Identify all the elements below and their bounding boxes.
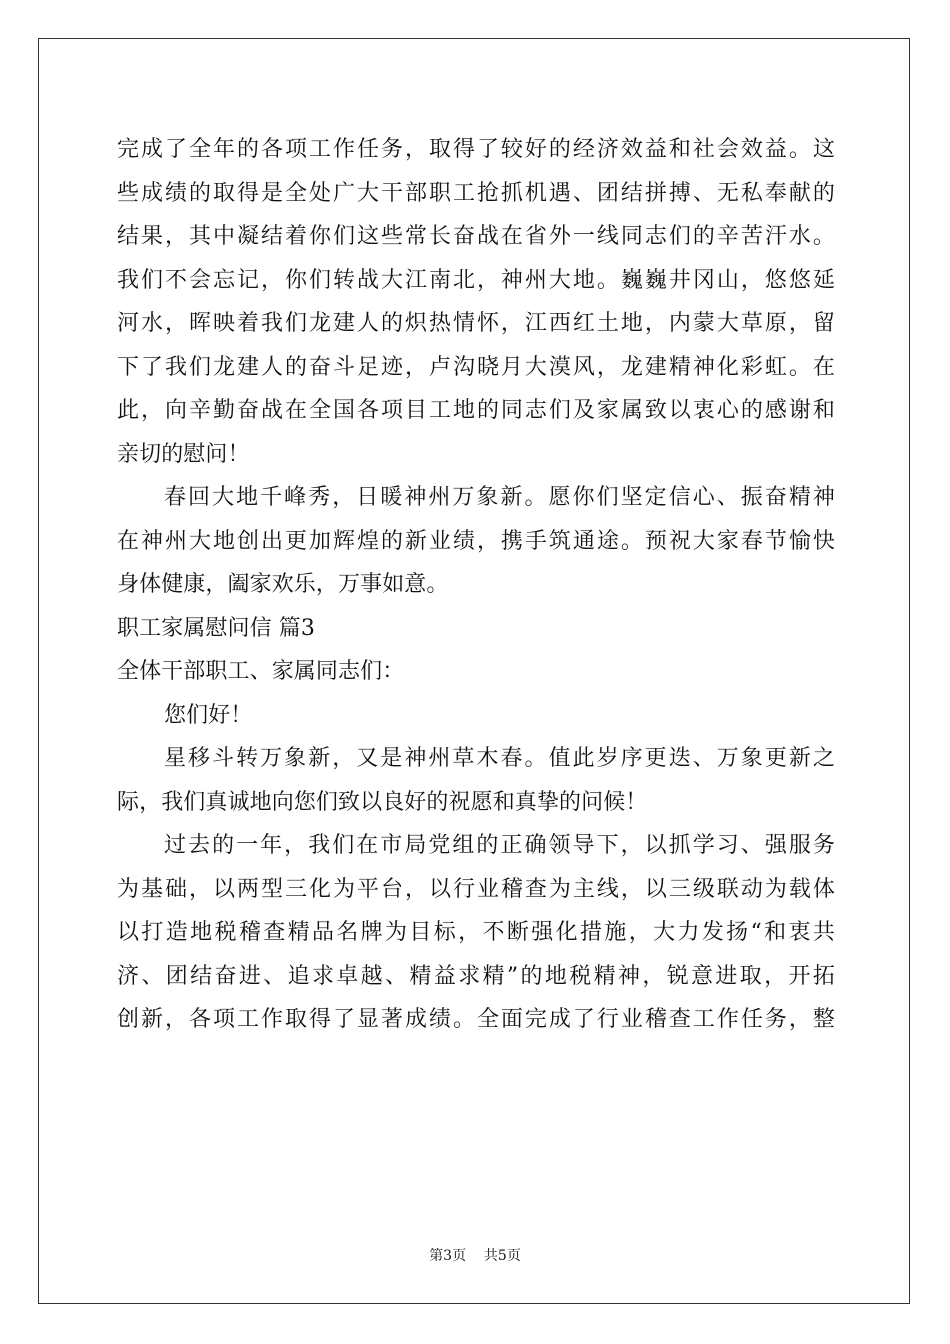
text-line: 在神州大地创出更加辉煌的新业绩，携手筑通途。预祝大家春节愉快	[117, 528, 835, 554]
text-line: 结果，其中凝结着你们这些常长奋战在省外一线同志们的辛苦汗水。	[117, 224, 835, 249]
paragraph-first-line: 春回大地千峰秀，日暖神州万象新。愿你们坚定信心、振奋精神	[164, 485, 835, 510]
text-line: 济、团结奋进、追求卓越、精益求精”的地税精神，锐意进取，开拓	[117, 963, 835, 989]
page-total: 共5页	[483, 1248, 521, 1264]
text-line: 下了我们龙建人的奋斗足迹，卢沟晓月大漠风，龙建精神化彩虹。在	[117, 354, 835, 380]
salutation: 全体干部职工、家属同志们：	[117, 659, 405, 684]
document-body	[117, 128, 835, 1042]
paragraph-first-line: 过去的一年，我们在市局党组的正确领导下，以抓学习、强服务	[164, 833, 835, 858]
text-line: 为基础，以两型三化为平台，以行业稽查为主线，以三级联动为载体	[117, 876, 835, 902]
text-line: 创新，各项工作取得了显著成绩。全面完成了行业稽查工作任务，整	[117, 1007, 835, 1032]
text-line: 完成了全年的各项工作任务，取得了较好的经济效益和社会效益。这	[117, 137, 835, 162]
text-line: 际，我们真诚地向您们致以良好的祝愿和真挚的问候！	[117, 789, 648, 815]
text-line: 些成绩的取得是全处广大干部职工抢抓机遇、团结拼搏、无私奉献的	[117, 180, 835, 206]
text-line: 亲切的慰问！	[117, 441, 250, 467]
page-footer	[0, 1246, 950, 1266]
text-line: 我们不会忘记，你们转战大江南北，神州大地。巍巍井冈山，悠悠延	[117, 267, 835, 293]
text-line: 身体健康，阖家欢乐，万事如意。	[117, 572, 449, 597]
section-heading: 职工家属慰问信 篇3	[117, 615, 315, 641]
text-line: 以打造地税稽查精品名牌为目标，不断强化措施，大力发扬“和衷共	[117, 920, 835, 945]
page-number: 第3页	[429, 1248, 467, 1264]
paragraph-first-line: 星移斗转万象新，又是神州草木春。值此岁序更迭、万象更新之	[164, 746, 835, 771]
text-line: 此，向辛勤奋战在全国各项目工地的同志们及家属致以衷心的感谢和	[117, 398, 835, 423]
text-line: 河水，晖映着我们龙建人的炽热情怀，江西红土地，内蒙大草原，留	[117, 311, 835, 336]
greeting: 您们好！	[164, 702, 253, 728]
